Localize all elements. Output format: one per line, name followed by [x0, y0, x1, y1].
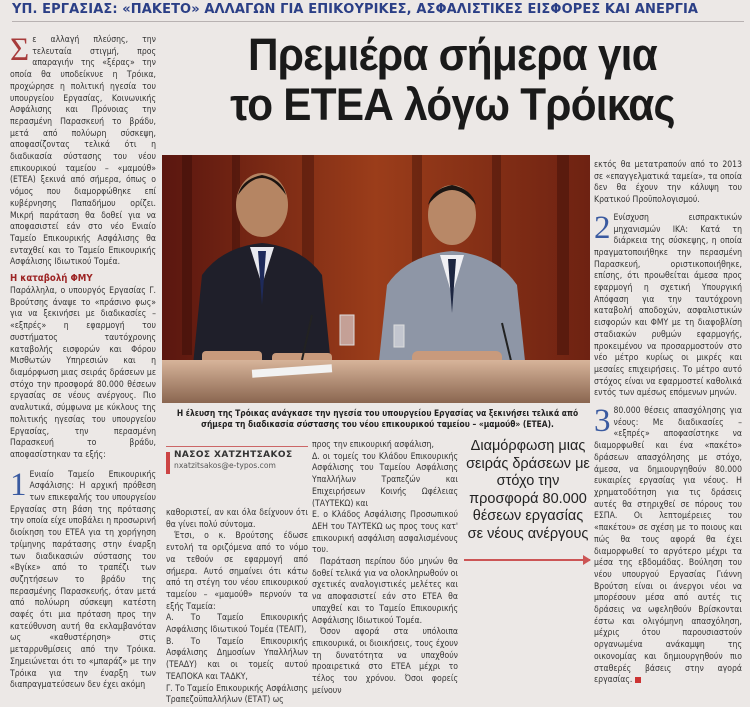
author-byline	[166, 446, 308, 470]
end-of-article-icon	[635, 677, 641, 683]
point-number-3: 3	[594, 403, 611, 440]
paragraph-point-3: 3 80.000 θέσεις απασχόλησης για νέους: Με διαδικασίες – «εξπρές» αποφασίστηκε να διαμορφωθεί και ένα «πακέτο» δράσεων απασχόλησης με στόχο, άμεσα, να δημιουργηθούν 80.000 ευκαιρίες εργασίας για νέους. Η χρηματοδότηση για τις δράσεις αυτές θα στηριχθεί σε πόρους του ΕΣΠΑ. Οι λεπτομέρειες του «πακέτου» σε σχέση με το ποιους και πώς θα τους αφορά θα έχει διαμορφωθεί το αργότερο μέχρι τα μέσα της εβδομάδας. Βούληση του νέου υπουργού Εργασίας Γιάννη Βρούτση είναι οι άνεργοι νέοι να μπορέσουν μέσα από αυτές τις δράσεις να ωφεληθούν Βρίσκονται έστω και ολιγόμηνη απασχόληση, μέχρις ότου παρουσιαστούν οργανωμένα ανάκαμψη της οικονομίας και δημιουργηθούν πιο σταθερές βάσεις στην αγορά εργασίας.	[594, 403, 742, 686]
headline-line-1: Πρεμιέρα σήμερα για	[247, 29, 658, 80]
col3-paragraph-1: προς την επικουρική ασφάλιση,	[312, 440, 434, 450]
paragraph-point-1: 1 Ενιαίο Ταμείο Επικουρικής Ασφάλισης: Η αρχική πρόθεση των επικεφαλής του υπουργείου Εργασίας στη βάση της πρότασης την οποία είχε υποβάλει η προσωρινή διοίκηση του ΕΤΕΑ για τη χορήγηση τρίμηνης παράτασης στην έναρξη των διαδικασιών σύστασης του «Βγίκε» από το τραπέζι των συζητήσεων το βράδυ της περασμένης Παρασκευής, όταν μετά από πολύωρη σύσκεψη κατέστη σαφές ότι μια πρόταση προς την κατεύθυνση αυτή θα εκλαμβανόταν ως «καθυστέρηση» στις μεταρρυθμίσεις από την Τρόικα. Σημειώνεται ότι το «μπαράζ» με την Τρόικα για την έναρξη των διαπραγματεύσεων δεν έχει ακόμη	[10, 466, 156, 691]
col2-paragraph-2: Έτσι, ο κ. Βρούτσης έδωσε εντολή τα οριζόμενα από το νόμο να τεθούν σε εφαρμογή από σήμερα. Αυτό σημαίνει ότι κάτω από τη στέγη του νέου επικουρικού ταμείου – «μαμούθ» περνούν τα εξής Ταμεία:	[166, 531, 308, 612]
article-photo	[162, 155, 590, 403]
article-column-4	[594, 160, 742, 695]
col3-item-e: Ε. ο Κλάδος Ασφάλισης Προσωπικού ΔΕΗ του ΤΑΥΤΕΚΩ ως προς τους κατ' επικουρική ασφάλιση ασφαλισμένους του.	[312, 510, 458, 556]
section-kicker: ΥΠ. ΕΡΓΑΣΙΑΣ: «ΠΑΚΕΤΟ» ΑΛΛΑΓΩΝ ΓΙΑ ΕΠΙΚΟΥΡΙΚΕΣ, ΑΣΦΑΛΙΣΤΙΚΕΣ ΕΙΣΦΟΡΕΣ ΚΑΙ ΑΝΕΡΓΙΑ	[12, 2, 699, 17]
col2-item-a: Α. Το Ταμείο Επικουρικής Ασφάλισης Ιδιωτικού Τομέα (ΤΕΑΙΤ),	[166, 613, 308, 636]
paragraph-fmy: Παράλληλα, ο υπουργός Εργασίας Γ. Βρούτσης άναψε το «πράσινο φως» για να ξεκινήσει με διαδικασίες – «εξπρές» η εφαρμογή του συστήματος ταυτόχρονης καταβολής εισφορών και Φόρου Μισθωτών Υπηρεσιών και η διαμόρφωση μιας σειράς δράσεων με στόχο την προσφορά 80.000 θέσεων εργασίας σε νέους ανέργους. Πιο αναλυτικά, σύμφωνα με κύκλους της πολιτικής ηγεσίας του υπουργείου Εργασίας, την περασμένη Παρασκευή το βράδυ, αποφασίστηκαν τα εξής:	[10, 286, 156, 460]
point-number-2: 2	[594, 209, 611, 246]
col3-item-d: Δ. οι τομείς του Κλάδου Επικουρικής Ασφάλισης του Ταμείου Ασφάλισης Υπαλλήλων Τραπεζών και Επιχειρήσεων Κοινής Ωφέλειας (ΤΑΥΤΕΚΩ) και	[312, 451, 458, 509]
author-email[interactable]: nxatzitsakos@e-typos.com	[174, 461, 276, 470]
headline-line-2: το ΕΤΕΑ λόγω Τρόικας	[230, 79, 675, 130]
paragraph-point-2: 2 Ενίσχυση εισπρακτικών μηχανισμών ΙΚΑ: Κατά τη διάρκεια της σύσκεψης, η οποία πραγματοποιήθηκε την περασμένη Παρασκευή, οριστικοποιήθηκε, επίσης, ότι προωθείται άμεσα προς εφαρμογή η σχετική Υπουργική Απόφαση για την ταυτόχρονη καταβολή αποδοχών, ασφαλιστικών εισφορών και ΦΜΥ με τη διαφοβλίση σταδιακών ρυθμών εφαρμογής, προκειμένου να προσαρμοστούν στο νέο μέτρο κυρίως οι μικρές και μεσαίες επιχειρήσεις. Το μέτρο αυτό στόχος είναι να εφαρμοστεί καθολικά εντός των αμέσως επόμενων μηνών.	[594, 209, 742, 399]
pull-quote: Διαμόρφωση μιας σειράς δράσεων με στόχο την προσφορά 80.000 θέσεων εργασίας σε νέους ανέργους	[466, 438, 590, 542]
pull-quote-rule	[464, 559, 590, 561]
drop-cap: Σ	[10, 32, 30, 68]
subheading-fmy: Η καταβολή ΦΜΥ	[10, 273, 93, 285]
author-accent-bar	[166, 452, 170, 474]
col2-item-c: Γ. Το Ταμείο Επικουρικής Ασφάλισης Τραπεζοϋπαλλήλων (ΕΤΑΤ) ως	[166, 683, 308, 706]
col3-paragraph-extension: Παράταση περίπου δύο μηνών θα δοθεί τελικά για να ολοκληρωθούν οι σχετικές αναλογιστικές μελέτες και να αποφασιστεί εάν στο ΕΤΕΑ θα υπαχθεί και το Ταμείο Επικουρικής Ασφάλισης Ιδιωτικού Τομέα.	[312, 557, 458, 626]
photo-illustration	[162, 155, 590, 403]
col2-item-b: Β. Το Ταμείο Επικουρικής Ασφάλισης Δημοσίων Υπαλλήλων (ΤΕΑΔΥ) και οι τομείς αυτού ΤΕΑΠΟΚΑ και ΤΑΔΚΥ,	[166, 636, 308, 682]
point-number-1: 1	[10, 466, 27, 503]
col3-paragraph-others: Όσον αφορά στα υπόλοιπα επικουρικά, οι διοικήσεις, τους έχουν τη δυνατότητα να υπαχθούν προαιρετικά στο ΕΤΕΑ μέχρι το τέλος του χρόνου. Όσοι φορείς μείνουν	[312, 627, 458, 696]
author-rule	[166, 446, 308, 447]
headline	[178, 30, 728, 130]
article-column-2	[166, 508, 308, 706]
col4-paragraph-0: εκτός θα μετατραπούν από το 2013 σε «επαγγελματικά ταμεία», τα οποία δεν θα έχουν την κάλυψη του Κρατικού Προϋπολογισμού.	[594, 160, 742, 206]
article-column-1	[10, 32, 156, 695]
kicker-rule	[12, 21, 744, 22]
col2-paragraph-1: καθοριστεί, αν και όλα δείχνουν ότι θα γίνει πολύ σύντομα.	[166, 508, 308, 530]
author-name: ΝΑΣΟΣ ΧΑΤΖΗΤΣΑΚΟΣ	[174, 450, 293, 460]
lead-paragraph: Σε αλλαγή πλεύσης, την τελευταία στιγμή, προς απαραγιήν της «ξέρας» την οποία θα υποδείκνυε η Τρόικα, προχώρησε η πολιτική ηγεσία του υπουργείου Εργασίας, Κοινωνικής Ασφάλισης και Πρόνοιας την περασμένη Παρασκευή το βράδυ, μετά από πολύωρη σύσκεψη, αποφασίζοντας τελικά ότι η διαδικασία σύστασης του νέου επικουρικού ταμείου – «μαμούθ» (ΕΤΕΑ) ξεκινά από σήμερα, όπως ο νόμος που διαμορφώθηκε επί κυβέρνησης Παπαδήμου ορίζει. Μικρή παράταση θα δοθεί για να αποφασιστεί εάν στο νέο Ενιαίο Ταμείο Επικουρικής Ασφάλισης θα ενταχθεί και το Ταμείο Επικουρικής Ασφάλισης Ιδιωτικού Τομέα.	[10, 32, 156, 268]
pull-quote-arrow-icon	[583, 555, 591, 565]
article-column-3	[312, 440, 458, 698]
photo-caption: Η έλευση της Τρόικας ανάγκασε την ηγεσία του υπουργείου Εργασίας να ξεκινήσει τελικά από σήμερα τη διαδικασία σύστασης του νέου επικουρικού ταμείου – «μαμούθ» (ΕΤΕΑ).	[176, 408, 579, 429]
